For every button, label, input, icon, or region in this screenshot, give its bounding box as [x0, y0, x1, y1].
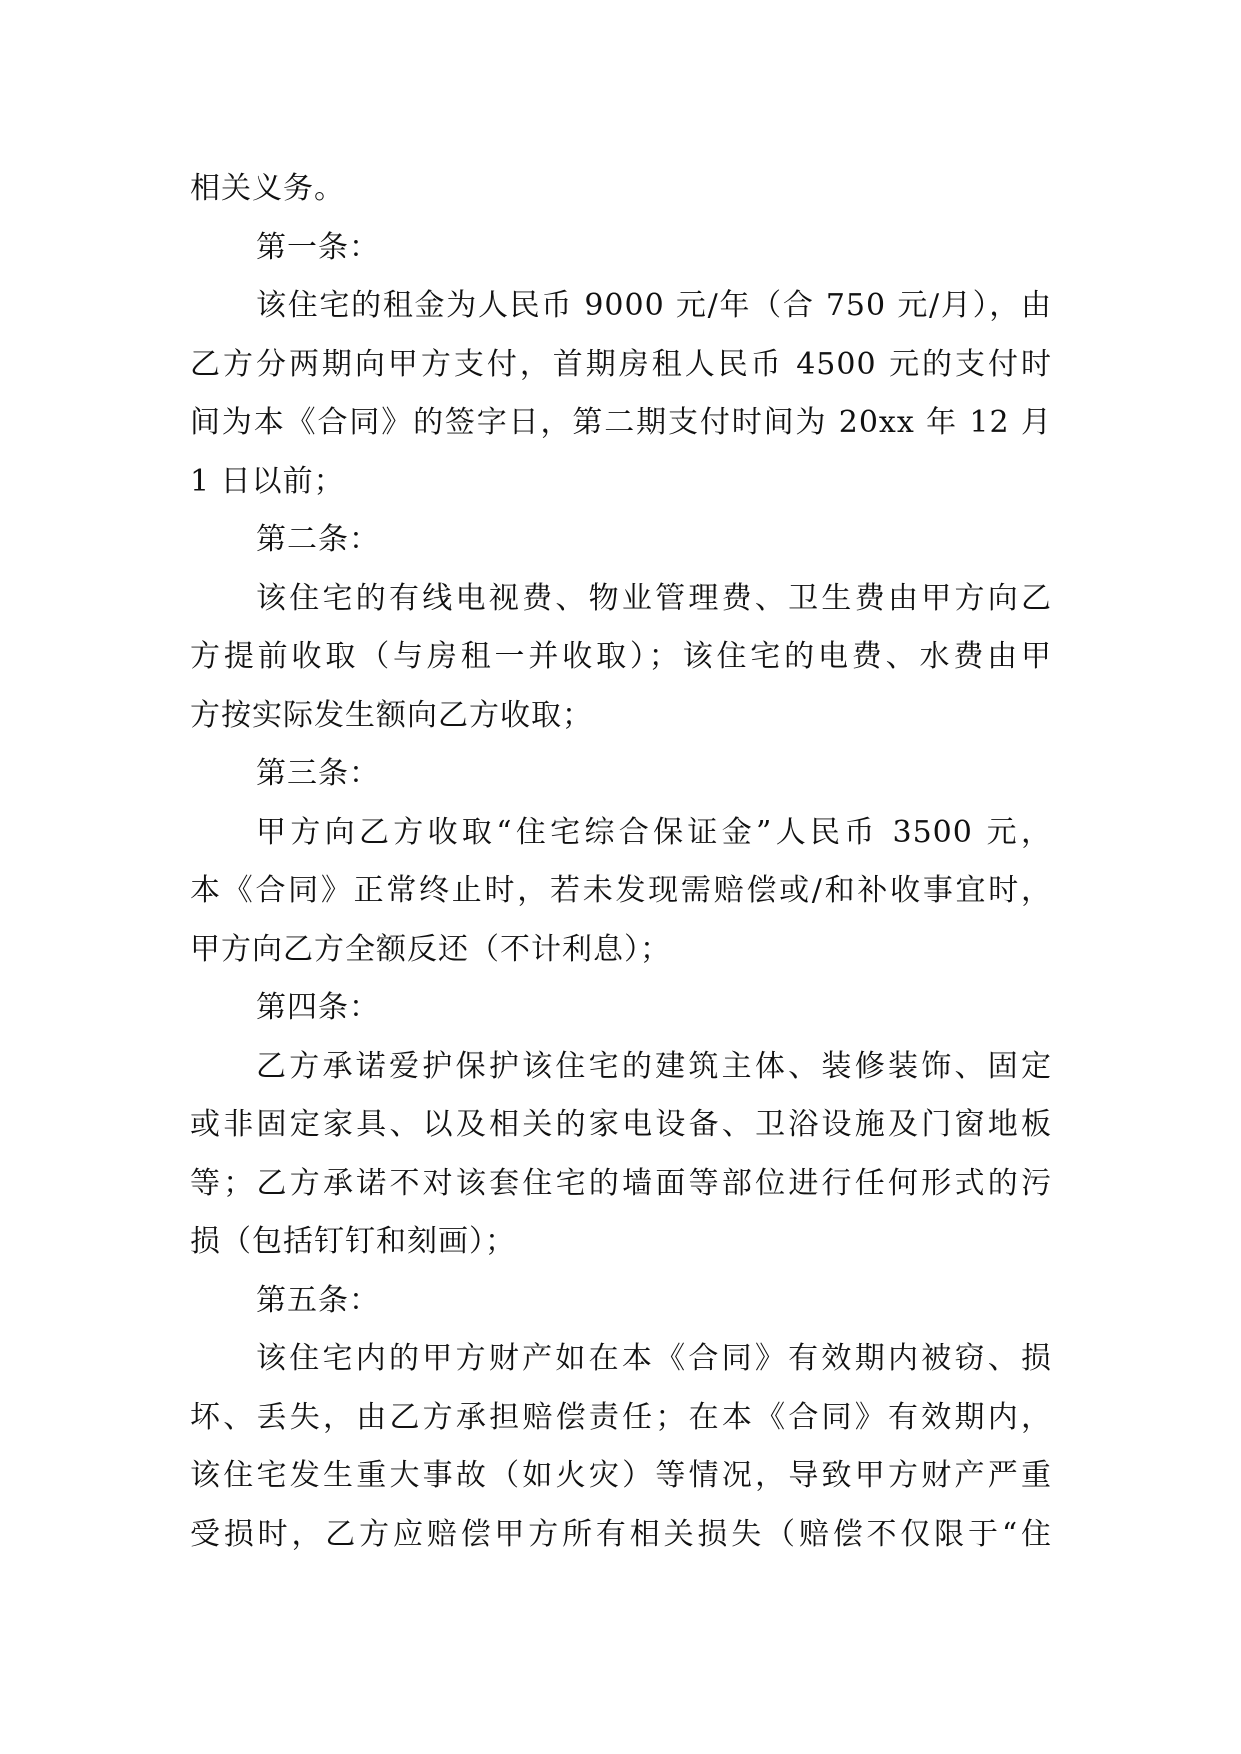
text-line: 该住宅的有线电视费、物业管理费、卫生费由甲方向乙	[256, 580, 1052, 616]
article-heading: 第一条：	[256, 229, 380, 265]
contract-body-text	[190, 160, 1052, 1564]
text-line: 1 日以前；	[190, 463, 345, 499]
text-line: 间为本《合同》的签字日，第二期支付时间为 20xx 年 12 月	[190, 405, 1052, 440]
text-line: 甲方向乙方收取“住宅综合保证金”人民币 3500 元，	[256, 814, 1052, 850]
text-line: 该住宅的租金为人民币 9000 元/年（合 750 元/月），由	[256, 288, 1052, 323]
text-line: 相关义务。	[190, 171, 345, 206]
article-heading: 第二条：	[256, 522, 380, 557]
text-line: 该住宅发生重大事故（如火灾）等情况，导致甲方财产严重	[190, 1458, 1052, 1493]
text-line: 乙方分两期向甲方支付，首期房租人民币 4500 元的支付时	[190, 346, 1052, 382]
text-line: 甲方向乙方全额反还（不计利息）；	[190, 931, 671, 967]
article-heading: 第四条：	[256, 990, 380, 1025]
text-line: 等；乙方承诺不对该套住宅的墙面等部位进行任何形式的污	[190, 1165, 1052, 1201]
text-line: 该住宅内的甲方财产如在本《合同》有效期内被窃、损	[256, 1341, 1052, 1376]
text-line: 受损时，乙方应赔偿甲方所有相关损失（赔偿不仅限于“住	[190, 1516, 1052, 1552]
text-line: 损（包括钉钉和刻画）；	[190, 1224, 516, 1259]
text-line: 或非固定家具、以及相关的家电设备、卫浴设施及门窗地板	[190, 1107, 1052, 1142]
article-heading: 第三条：	[256, 756, 380, 791]
text-line: 坏、丢失，由乙方承担赔偿责任；在本《合同》有效期内，	[190, 1399, 1052, 1435]
article-heading: 第五条：	[256, 1282, 380, 1318]
text-line: 乙方承诺爱护保护该住宅的建筑主体、装修装饰、固定	[256, 1048, 1052, 1084]
text-line: 本《合同》正常终止时，若未发现需赔偿或/和补收事宜时，	[190, 873, 1052, 908]
text-line: 方提前收取（与房租一并收取）；该住宅的电费、水费由甲	[190, 639, 1052, 674]
text-line: 方按实际发生额向乙方收取；	[190, 697, 593, 733]
